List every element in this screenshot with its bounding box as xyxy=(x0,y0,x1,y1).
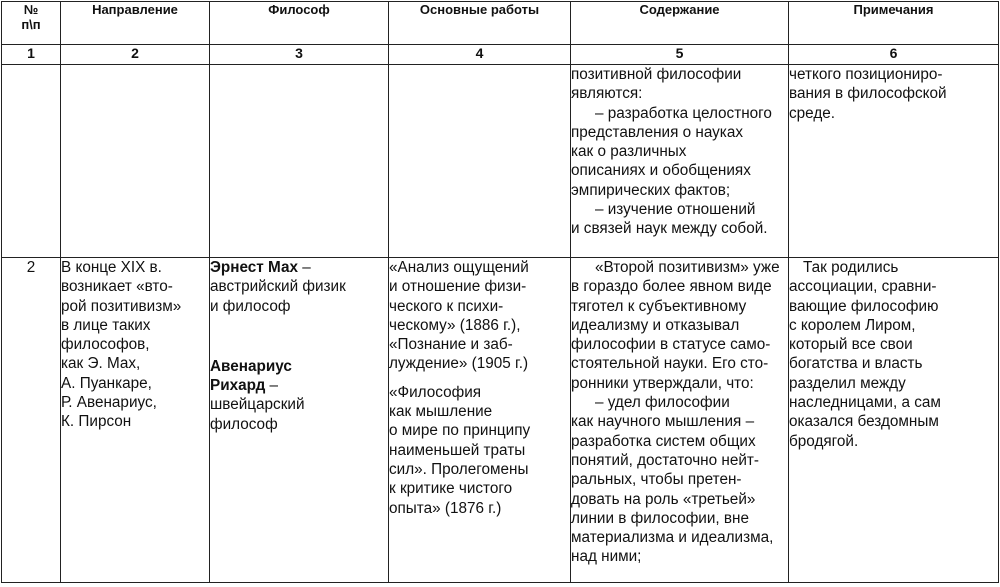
row1-direction-cell xyxy=(61,65,210,258)
column-number: 6 xyxy=(789,45,999,65)
table-row xyxy=(2,65,999,258)
row2-number-cell: 2 xyxy=(2,258,61,583)
column-number: 4 xyxy=(389,45,571,65)
column-number: 5 xyxy=(571,45,789,65)
row1-philosopher-cell xyxy=(210,65,389,258)
header-row xyxy=(2,2,999,45)
header-content: Содержание xyxy=(571,2,789,45)
row1-notes-cell: четкого позициониро- вания в философской среде. xyxy=(789,65,999,258)
row1-works-cell xyxy=(389,65,571,258)
table-row xyxy=(2,258,999,583)
header-direction: Направление xyxy=(61,2,210,45)
header-philosopher: Философ xyxy=(210,2,389,45)
row2-direction-cell: В конце XIX в. возникает «вто- рой позитивизм» в лице таких философов, как Э. Мах, А. Пуанкаре, Р. Авенариус, К. Пирсон xyxy=(61,258,210,583)
philosopher-mach: Эрнест Мах – xyxy=(210,259,311,276)
row1-number-cell xyxy=(2,65,61,258)
row1-content-cell: позитивной философии являются: – разработка целостного представления о науках как о различных описаниях и обобщениях эмпирических фактов; – изучение отношений и связей наук между собой. xyxy=(571,65,789,258)
column-number: 3 xyxy=(210,45,389,65)
header-notes: Примечания xyxy=(789,2,999,45)
header-works: Основные работы xyxy=(389,2,571,45)
row2-philosopher-cell: Эрнест Мах – австрийский физик и философ Авенариус Рихард – швейцарский философ xyxy=(210,258,389,583)
column-number: 1 xyxy=(2,45,61,65)
row2-works-cell: «Анализ ощущений и отношение физи- ческого к психи- ческому» (1886 г.), «Познание и заб- луждение» (1905 г.) «Философия как мышление о мире по принципу наименьшей траты сил». Пролегомены к критике чистого опыта» (1876 г.) xyxy=(389,258,571,583)
row2-content-cell: «Второй позитивизм» уже в гораздо более явном виде тяготел к субъективному идеализму и отказывал философии в статусе само- стоятельной науки. Его сто- ронники утверждали, что: – удел философии как научного мышления – разработка систем общих понятий, достаточно нейт- ральных, чтобы претен- довать на роль «третьей» линии в философии, вне материализма и идеализма, над ними; xyxy=(571,258,789,583)
column-number: 2 xyxy=(61,45,210,65)
philosophy-table xyxy=(1,1,999,583)
header-number: № п\п xyxy=(2,2,61,45)
row2-notes-cell: Так родились ассоциации, сравни- вающие философию с королем Лиром, который все свои богатства и власть разделил между наследницами, а сам оказался бездомным бродягой. xyxy=(789,258,999,583)
philosopher-avenarius: Авенариус xyxy=(210,357,292,375)
column-number-row xyxy=(2,45,999,65)
